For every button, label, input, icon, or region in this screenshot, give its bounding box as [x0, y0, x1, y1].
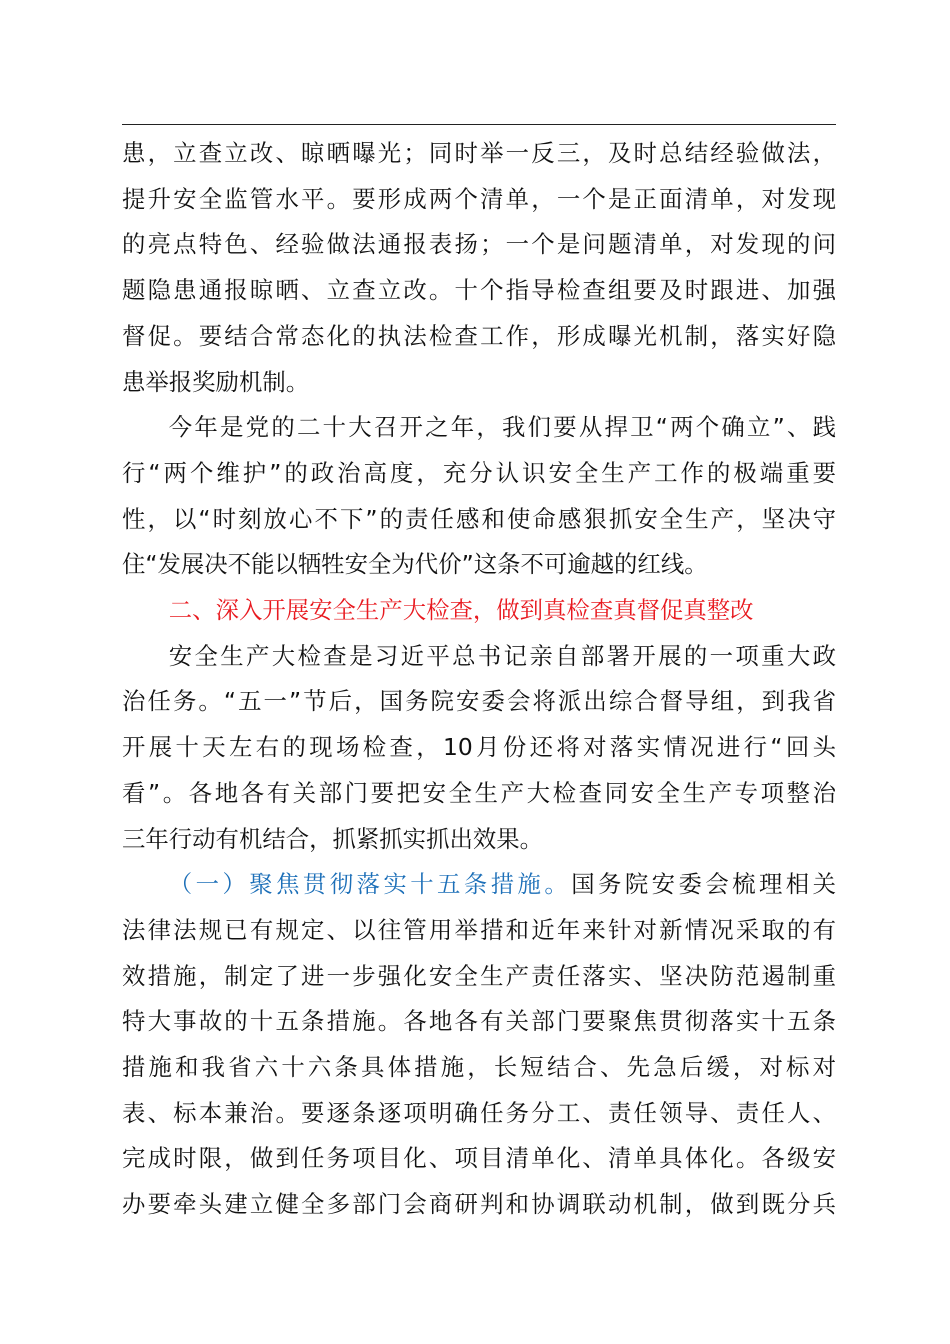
text-line: 题隐患通报晾晒、立查立改。十个指导检查组要及时跟进、加强 [122, 276, 836, 305]
text-line: 法律法规已有规定、以往管用举措和近年来针对新情况采取的有 [122, 915, 836, 944]
text-line: 督促。要结合常态化的执法检查工作，形成曝光机制，落实好隐 [122, 321, 836, 350]
section-heading: 二、深入开展安全生产大检查，做到真检查真督促真整改 [168, 596, 754, 625]
text-line: 患，立查立改、晾晒曝光；同时举一反三，及时总结经验做法， [122, 139, 836, 167]
paragraph-3 [122, 634, 836, 863]
text-line: 患举报奖励机制。 [122, 367, 310, 396]
text-line: 行“两个维护”的政治高度，充分认识安全生产工作的极端重要 [122, 458, 836, 487]
header-rule [122, 124, 836, 125]
paragraph-2 [122, 405, 836, 588]
text-line [122, 862, 836, 908]
text-line: 效措施，制定了进一步强化安全生产责任落实、坚决防范遏制重 [122, 961, 836, 990]
subsection-heading: （一）聚焦贯彻落实十五条措施。 [168, 870, 572, 899]
text-line: 安全生产大检查是习近平总书记亲自部署开展的一项重大政 [168, 641, 836, 670]
text-line: 今年是党的二十大召开之年，我们要从捍卫“两个确立”、践 [168, 413, 836, 442]
text-line: 开展十天左右的现场检查，10月份还将对落实情况进行“回头 [122, 733, 836, 762]
text-line: 治任务。“五一”节后，国务院安委会将派出综合督导组，到我省 [122, 687, 836, 716]
text-line: 特大事故的十五条措施。各地各有关部门要聚焦贯彻落实十五条 [122, 1007, 836, 1036]
text-line: 表、标本兼治。要逐条逐项明确任务分工、责任领导、责任人、 [122, 1098, 836, 1127]
subsection-lead-text: 国务院安委会梳理相关 [571, 870, 837, 899]
text-line: 的亮点特色、经验做法通报表扬；一个是问题清单，对发现的问 [122, 230, 836, 259]
text-line: 提升安全监管水平。要形成两个清单，一个是正面清单，对发现 [122, 184, 836, 213]
text-line: 完成时限，做到任务项目化、项目清单化、清单具体化。各级安 [122, 1144, 836, 1173]
text-line: 性，以“时刻放心不下”的责任感和使命感狠抓安全生产，坚决守 [122, 504, 836, 533]
text-line: 看”。各地各有关部门要把安全生产大检查同安全生产专项整治 [122, 778, 836, 807]
text-line: 三年行动有机结合，抓紧抓实抓出效果。 [122, 824, 544, 853]
paragraph-1 [122, 131, 836, 405]
text-line: 住“发展决不能以牺牲安全为代价”这条不可逾越的红线。 [122, 550, 708, 579]
text-line: 办要牵头建立健全多部门会商研判和协调联动机制，做到既分兵 [122, 1190, 836, 1219]
subsection-1 [122, 862, 836, 1228]
document-body [122, 131, 836, 1228]
text-line: 措施和我省六十六条具体措施，长短结合、先急后缓，对标对 [122, 1053, 836, 1082]
